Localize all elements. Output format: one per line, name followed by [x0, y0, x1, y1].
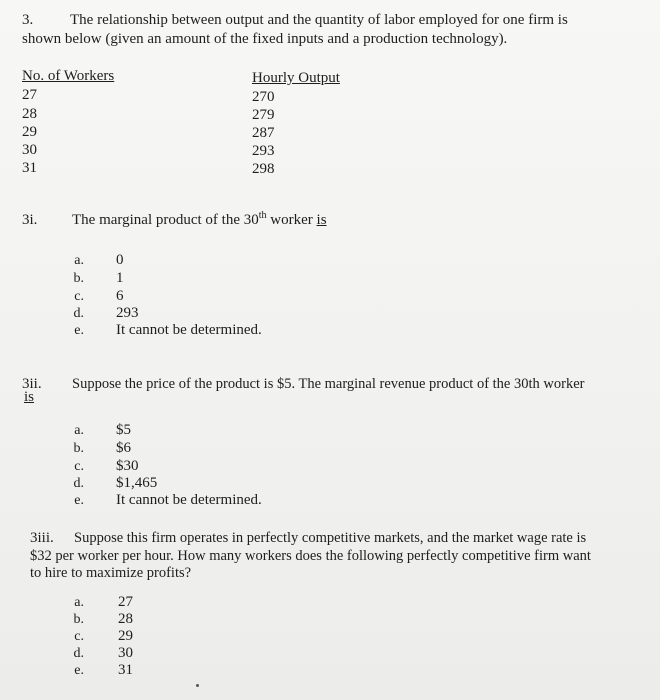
q3iii-option-text: 30 [118, 645, 133, 661]
output-cell: 270 [252, 89, 275, 105]
workers-cell: 31 [22, 160, 37, 176]
q3i-option-text: It cannot be determined. [116, 322, 262, 338]
q3iii-label: 3iii. [30, 530, 54, 546]
q3ii-option-letter: d. [73, 476, 84, 491]
q3iii-option-letter: e. [74, 663, 84, 678]
q3i-option-text: 293 [116, 305, 139, 321]
q3ii-label: 3ii. [22, 376, 42, 392]
q3iii-option-text: 29 [118, 628, 133, 644]
q3ii-text: Suppose the price of the product is $5. The marginal revenue product of the 30th worker [72, 376, 585, 392]
output-column-header: Hourly Output [252, 70, 340, 86]
question-number: 3. [22, 12, 34, 28]
q3iii-line3: to hire to maximize profits? [30, 565, 192, 581]
q3i-text-sup: th [258, 210, 267, 221]
q3ii-option-text: $6 [116, 440, 131, 456]
q3iii-option-letter: b. [73, 612, 84, 627]
q3iii-option-text: 27 [118, 594, 133, 610]
q3iii-line1: Suppose this firm operates in perfectly competitive markets, and the market wage rate is [74, 530, 587, 546]
q3iii-option-letter: d. [73, 646, 84, 661]
workers-cell: 27 [22, 87, 37, 103]
q3iii-option-text: 28 [118, 611, 133, 627]
q3i-text-before: The marginal product of the 30 [72, 212, 259, 228]
q3i-label: 3i. [22, 212, 38, 228]
q3i-option-letter: a. [74, 253, 84, 268]
q3i-text [72, 212, 327, 229]
workers-cell: 30 [22, 142, 37, 158]
q3ii-option-letter: a. [74, 423, 84, 438]
q3iii-option-letter: c. [74, 629, 84, 644]
output-cell: 293 [252, 143, 275, 159]
q3i-option-text: 1 [116, 270, 124, 286]
question-intro-line2: shown below (given an amount of the fixed inputs and a production technology). [22, 31, 508, 47]
q3ii-option-text: It cannot be determined. [116, 492, 262, 508]
workers-column-header: No. of Workers [22, 68, 115, 84]
q3ii-text-end: is [24, 389, 35, 405]
q3i-option-text: 6 [116, 288, 124, 304]
output-cell: 279 [252, 107, 275, 123]
q3i-option-letter: c. [74, 289, 84, 304]
q3i-option-letter: d. [73, 306, 84, 321]
q3i-option-letter: e. [74, 323, 84, 338]
q3i-option-text: 0 [116, 252, 124, 268]
output-cell: 298 [252, 161, 275, 177]
stray-mark [196, 684, 199, 687]
q3i-text-end: is [316, 212, 327, 228]
q3ii-option-letter: c. [74, 459, 84, 474]
q3ii-option-letter: e. [74, 493, 84, 508]
q3ii-option-text: $1,465 [116, 475, 158, 491]
q3i-option-letter: b. [73, 271, 84, 286]
q3ii-option-letter: b. [73, 441, 84, 456]
q3iii-option-letter: a. [74, 595, 84, 610]
q3ii-option-text: $30 [116, 458, 139, 474]
workers-cell: 29 [22, 124, 37, 140]
q3ii-option-text: $5 [116, 422, 131, 438]
q3i-text-after: worker [266, 212, 317, 228]
q3iii-option-text: 31 [118, 662, 133, 678]
workers-cell: 28 [22, 106, 37, 122]
q3iii-line2: $32 per worker per hour. How many workers does the following perfectly competitive firm want [30, 548, 591, 564]
output-cell: 287 [252, 125, 275, 141]
question-intro-line1: The relationship between output and the quantity of labor employed for one firm is [70, 12, 568, 28]
